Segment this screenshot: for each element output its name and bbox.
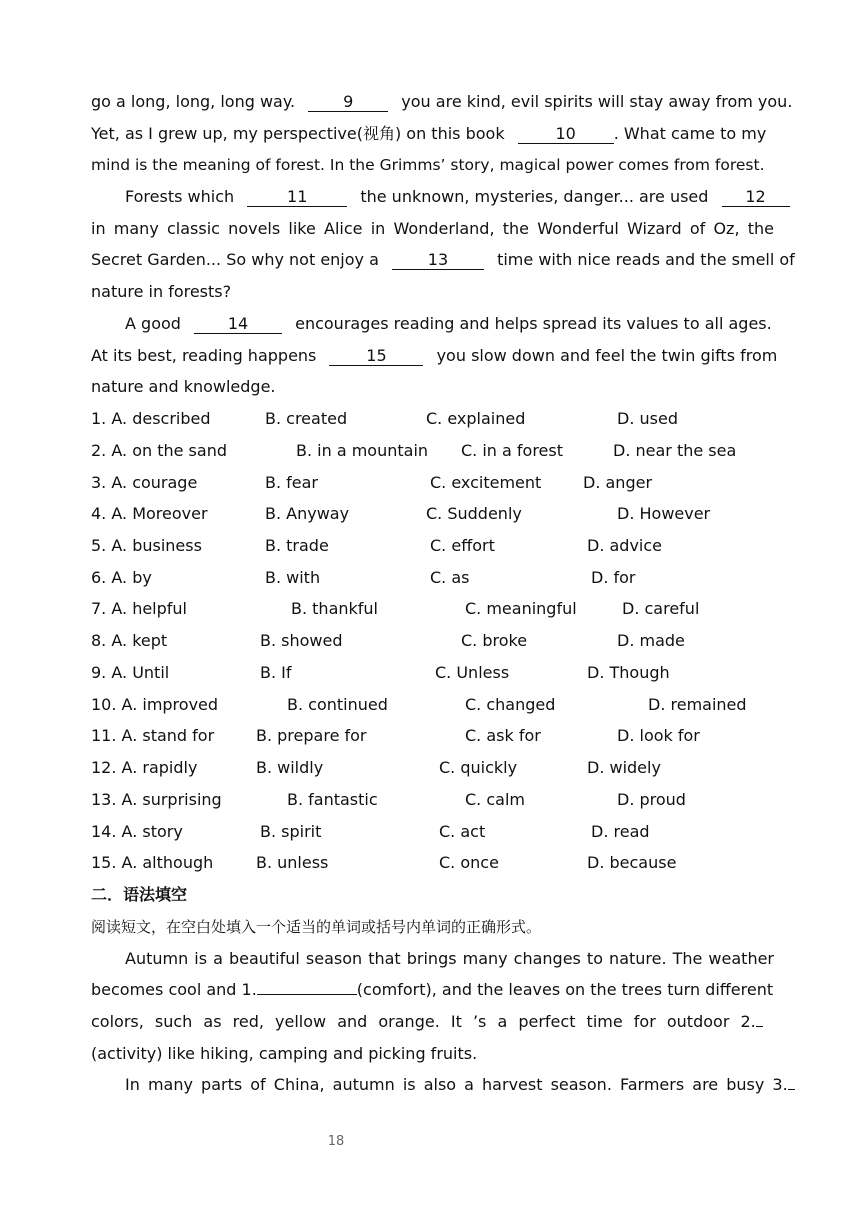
text: colors, such as red, yellow and orange. It ’s a perfect time for outdoor 2. [91,1012,756,1031]
option-d: D. used [617,409,678,428]
option-d: D. However [617,504,711,523]
blank-9: 9 [308,93,388,112]
page-number: 18 [327,1134,345,1149]
option-c: C. as [430,568,470,587]
option-c: C. explained [426,409,526,428]
text: in many classic novels like Alice in Wonderland, the Wonderful Wizard of Oz, the [91,219,774,238]
passage-line [91,948,774,970]
text: . What came to my [613,124,767,143]
option-d: D. advice [587,536,663,555]
section-heading: 二．语法填空 [91,885,188,904]
text: you slow down and feel the twin gifts from [436,346,778,365]
blank-2 [756,1026,763,1027]
option-d: D. for [591,568,636,587]
option-c: C. ask for [465,726,541,745]
blank-10: 10 [518,125,614,144]
option-c: C. quickly [439,758,518,777]
option-b: B. Anyway [265,504,350,523]
option-b: B. fear [265,473,319,492]
option-c: C. Unless [435,663,510,682]
text: In many parts of China, autumn is also a harvest season. Farmers are busy 3. [125,1075,788,1094]
option-d: D. read [591,822,650,841]
option-c: C. excitement [430,473,542,492]
option-a: 5. A. business [91,536,202,555]
text: encourages reading and helps spread its values to all ages. [295,314,772,333]
option-c: C. once [439,853,499,872]
passage-line [91,345,778,367]
option-a: 11. A. stand for [91,726,215,745]
option-b: B. prepare for [256,726,367,745]
option-c: C. Suddenly [426,504,522,523]
option-b: B. with [265,568,321,587]
text: (activity) like hiking, camping and picking fruits. [91,1044,478,1063]
text: Autumn is a beautiful season that brings many changes to nature. The weather [125,949,774,968]
option-c: C. in a forest [461,441,564,460]
passage-line [91,218,774,240]
option-c: C. changed [465,695,556,714]
blank-14: 14 [194,315,282,334]
text: nature and knowledge. [91,377,276,396]
option-c: C. act [439,822,486,841]
option-b: B. created [265,409,348,428]
passage-line [91,376,774,398]
option-b: B. spirit [260,822,322,841]
option-b: B. in a mountain [296,441,429,460]
option-b: B. fantastic [287,790,378,809]
passage-line [91,1043,774,1065]
passage-line [91,91,793,113]
option-d: D. made [617,631,685,650]
passage-line [91,249,795,271]
passage-line [91,154,774,176]
option-d: D. anger [583,473,653,492]
option-b: B. wildly [256,758,324,777]
option-d: D. Though [587,663,670,682]
passage-line [91,313,774,335]
passage-line [91,979,774,1001]
option-a: 6. A. by [91,568,152,587]
option-d: D. widely [587,758,661,777]
option-c: C. meaningful [465,599,577,618]
option-c: C. effort [430,536,495,555]
option-d: D. careful [622,599,700,618]
blank-12: 12 [722,188,790,207]
blank-15: 15 [329,347,423,366]
option-d: D. near the sea [613,441,737,460]
text: Secret Garden... So why not enjoy a [91,250,379,269]
option-d: D. look for [617,726,700,745]
option-a: 4. A. Moreover [91,504,208,523]
text: At its best, reading happens [91,346,317,365]
option-a: 3. A. courage [91,473,198,492]
text: A good [125,314,181,333]
option-a: 1. A. described [91,409,211,428]
option-a: 14. A. story [91,822,183,841]
option-a: 12. A. rapidly [91,758,198,777]
passage-line [91,186,774,208]
option-c: C. broke [461,631,528,650]
passage-line [91,1011,774,1033]
text: Forests which [125,187,235,206]
section-instruction: 阅读短文，在空白处填入一个适当的单词或括号内单词的正确形式。 [91,918,542,936]
text: time with nice reads and the smell of [497,250,795,269]
option-b: B. showed [260,631,343,650]
text: you are kind, evil spirits will stay away from you. [401,92,793,111]
text: mind is the meaning of forest. In the Grimms’ story, magical power comes from forest. [91,156,765,174]
text: Yet, as I grew up, my perspective(视角) on this book [91,124,505,143]
option-b: B. thankful [291,599,378,618]
text: the unknown, mysteries, danger... are used [360,187,709,206]
option-b: B. continued [287,695,388,714]
blank-11: 11 [247,188,347,207]
option-a: 2. A. on the sand [91,441,227,460]
text: becomes cool and 1. [91,980,257,999]
text: nature in forests? [91,282,232,301]
option-a: 15. A. although [91,853,214,872]
option-d: D. proud [617,790,686,809]
option-a: 8. A. kept [91,631,168,650]
option-b: B. If [260,663,292,682]
text: go a long, long, long way. [91,92,296,111]
passage-line [91,1074,788,1096]
text: (comfort), and the leaves on the trees turn different [356,980,774,999]
option-a: 13. A. surprising [91,790,222,809]
option-a: 10. A. improved [91,695,219,714]
option-d: D. because [587,853,677,872]
option-b: B. trade [265,536,329,555]
option-b: B. unless [256,853,329,872]
blank-3 [788,1089,795,1090]
blank-1 [257,994,357,995]
option-c: C. calm [465,790,525,809]
option-a: 9. A. Until [91,663,170,682]
blank-13: 13 [392,251,484,270]
option-d: D. remained [648,695,747,714]
passage-line [91,281,774,303]
passage-line [91,123,774,145]
option-a: 7. A. helpful [91,599,187,618]
